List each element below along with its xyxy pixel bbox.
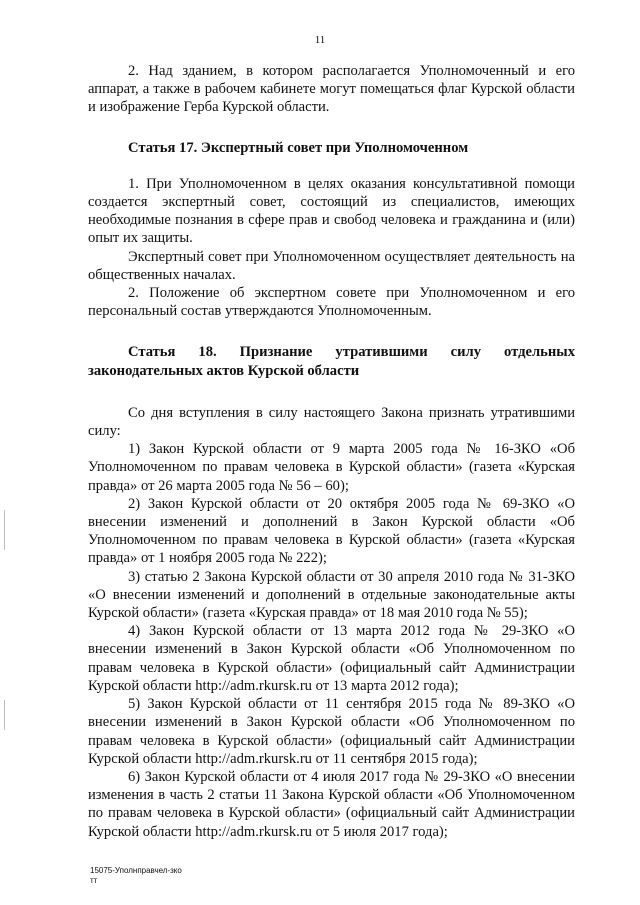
- article17-paragraph-1b: Экспертный совет при Уполномоченном осуществляет деятельность на общественных началах.: [88, 248, 575, 283]
- article18-item: 3) статью 2 Закона Курской области от 30 апреля 2010 года № 31-ЗКО «О внесении изменений и дополнений в отдельные законодательные акты Курской области» (газета «Курская правда» от 18 мая 2010 года № 55);: [88, 568, 575, 622]
- footer-line-2: тт: [90, 876, 98, 885]
- scan-edge-mark: [4, 700, 5, 730]
- article16-paragraph-2: 2. Над зданием, в котором располагается Уполномоченный и его аппарат, а также в рабочем кабинете могут помещаться флаг Курской области и изображение Герба Курской области.: [88, 63, 575, 116]
- article17-paragraph-1: 1. При Уполномоченном в целях оказания консультативной помощи создается экспертный совет, состоящий из специалистов, имеющих необходимые познания в сфере прав и свобод человека и гражданина и (или) опыт их защиты.: [88, 175, 575, 247]
- footer-code: [90, 866, 182, 886]
- article18-item: 4) Закон Курской области от 13 марта 2012 года № 29-ЗКО «О внесении изменений в Закон Курской области «Об Уполномоченном по правам человека в Курской области» (официальный сайт Администрации Курской области http://adm.rkursk.ru от 13 марта 2012 года);: [88, 623, 575, 694]
- article17-paragraph-2: 2. Положение об экспертном совете при Уполномоченном и его персональный состав утверждаются Уполномоченным.: [88, 285, 575, 320]
- document-body: [88, 62, 575, 841]
- article18-intro: Со дня вступления в силу настоящего Закона признать утратившими силу:: [88, 404, 575, 440]
- scan-edge-mark: [4, 510, 5, 550]
- article18-title: Статья 18. Признание утратившими силу отдельных законодательных актов Курской области: [88, 344, 575, 379]
- article17-title: Статья 17. Экспертный совет при Уполномоченном: [128, 139, 469, 156]
- article18-item: 2) Закон Курской области от 20 октября 2005 года № 69-ЗКО «О внесении изменений и дополнений в Закон Курской области «Об Уполномоченном по правам человека в Курской области» (газета «Курская правда» от 1 ноября 2005 года № 222);: [88, 495, 575, 567]
- footer-line-1: 15075-Уполнправчел-зко: [90, 866, 182, 875]
- article18-item: 6) Закон Курской области от 4 июля 2017 года № 29-ЗКО «О внесении изменения в часть 2 статьи 11 Закона Курской области «Об Уполномоченном по правам человека в Курской области» (официальный сайт Администрации Курской области http://adm.rkursk.ru от 5 июля 2017 года);: [88, 768, 575, 840]
- article18-item: 1) Закон Курской области от 9 марта 2005 года № 16-ЗКО «Об Уполномоченном по правам человека в Курской области» (газета «Курская правда» от 26 марта 2005 года № 56 – 60);: [88, 441, 575, 494]
- article18-item: 5) Закон Курской области от 11 сентября 2015 года № 89-ЗКО «О внесении изменений в Закон Курской области «Об Уполномоченном по правам человека в Курской области» (официальный сайт Администрации Курской области http://adm.rkursk.ru от 11 сентября 2015 года);: [88, 696, 575, 767]
- page-number: 11: [314, 34, 326, 46]
